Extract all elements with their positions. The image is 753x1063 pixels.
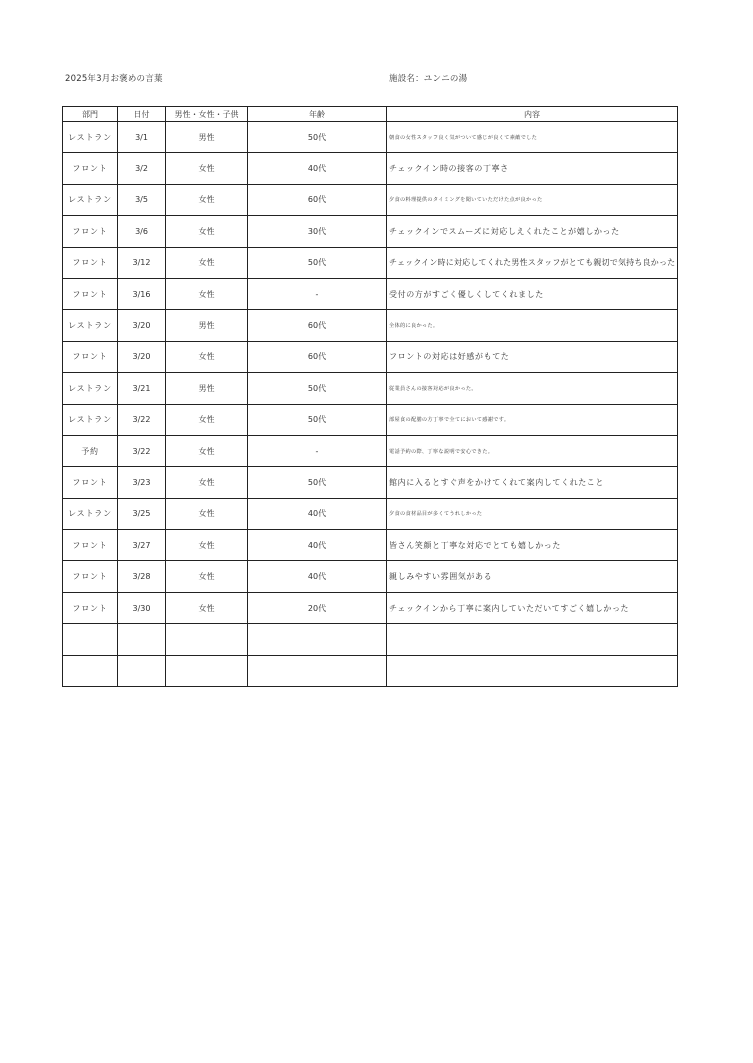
cell-date: 3/21 <box>118 373 166 404</box>
cell-age: 60代 <box>248 184 387 215</box>
cell-age: 40代 <box>248 561 387 592</box>
cell-date: 3/22 <box>118 404 166 435</box>
table-row <box>63 498 678 529</box>
cell-content: 従業員さんの接客対応が良かった。 <box>387 373 678 404</box>
cell-age: 50代 <box>248 467 387 498</box>
cell-content: 受付の方がすごく優しくしてくれました <box>387 278 678 309</box>
cell-dept: レストラン <box>63 122 118 153</box>
cell-age <box>248 624 387 655</box>
cell-dept: レストラン <box>63 498 118 529</box>
cell-gender: 女性 <box>166 278 248 309</box>
cell-gender: 女性 <box>166 592 248 623</box>
cell-dept <box>63 655 118 686</box>
table-row <box>63 404 678 435</box>
cell-age <box>248 655 387 686</box>
cell-age: 20代 <box>248 592 387 623</box>
cell-age: 50代 <box>248 122 387 153</box>
cell-age: - <box>248 435 387 466</box>
table-row <box>63 153 678 184</box>
cell-gender: 女性 <box>166 404 248 435</box>
cell-content: 全体的に良かった。 <box>387 310 678 341</box>
cell-date: 3/6 <box>118 216 166 247</box>
cell-dept: フロント <box>63 530 118 561</box>
cell-dept: フロント <box>63 247 118 278</box>
cell-date: 3/22 <box>118 435 166 466</box>
cell-dept: 予約 <box>63 435 118 466</box>
table-header-row <box>63 107 678 122</box>
cell-age: 40代 <box>248 498 387 529</box>
cell-gender: 女性 <box>166 530 248 561</box>
table-row <box>63 530 678 561</box>
cell-dept: レストラン <box>63 310 118 341</box>
cell-date: 3/2 <box>118 153 166 184</box>
table-row <box>63 373 678 404</box>
cell-content <box>387 624 678 655</box>
cell-dept: フロント <box>63 561 118 592</box>
cell-content: チェックインから丁寧に案内していただいてすごく嬉しかった <box>387 592 678 623</box>
cell-dept: フロント <box>63 592 118 623</box>
cell-dept: フロント <box>63 467 118 498</box>
cell-content: チェックイン時の接客の丁寧さ <box>387 153 678 184</box>
cell-content: 皆さん笑顔と丁寧な対応でとても嬉しかった <box>387 530 678 561</box>
facility-name: 施設名：ユンニの湯 <box>389 74 468 84</box>
cell-age: 60代 <box>248 341 387 372</box>
cell-content: 親しみやすい雰囲気がある <box>387 561 678 592</box>
cell-dept: フロント <box>63 216 118 247</box>
column-header-gender: 男性・女性・子供 <box>166 107 248 122</box>
cell-dept: フロント <box>63 278 118 309</box>
cell-content: 館内に入るとすぐ声をかけてくれて案内してくれたこと <box>387 467 678 498</box>
cell-date: 3/30 <box>118 592 166 623</box>
cell-gender: 女性 <box>166 467 248 498</box>
table-row-empty <box>63 655 678 686</box>
cell-date: 3/23 <box>118 467 166 498</box>
table-row <box>63 592 678 623</box>
document-title: 2025年3月お褒めの言葉 <box>65 74 163 84</box>
table-row <box>63 310 678 341</box>
cell-gender: 女性 <box>166 561 248 592</box>
cell-date: 3/20 <box>118 310 166 341</box>
cell-date: 3/1 <box>118 122 166 153</box>
cell-content: 電話予約の際、丁寧な説明で安心できた。 <box>387 435 678 466</box>
cell-content <box>387 655 678 686</box>
cell-age: 50代 <box>248 404 387 435</box>
table-row <box>63 122 678 153</box>
cell-gender <box>166 655 248 686</box>
cell-content: 夕食の食材品目が多くてうれしかった <box>387 498 678 529</box>
cell-gender <box>166 624 248 655</box>
cell-gender: 女性 <box>166 153 248 184</box>
cell-dept <box>63 624 118 655</box>
table-row <box>63 467 678 498</box>
column-header-age: 年齢 <box>248 107 387 122</box>
feedback-table <box>62 106 678 687</box>
cell-date: 3/25 <box>118 498 166 529</box>
cell-content: 夕食の料理提供のタイミングを聞いていただけた点が良かった <box>387 184 678 215</box>
cell-date: 3/12 <box>118 247 166 278</box>
cell-gender: 女性 <box>166 435 248 466</box>
cell-date: 3/28 <box>118 561 166 592</box>
cell-age: - <box>248 278 387 309</box>
column-header-date: 日付 <box>118 107 166 122</box>
cell-age: 40代 <box>248 530 387 561</box>
cell-date: 3/27 <box>118 530 166 561</box>
cell-date <box>118 655 166 686</box>
column-header-content: 内容 <box>387 107 678 122</box>
cell-gender: 男性 <box>166 310 248 341</box>
cell-gender: 女性 <box>166 341 248 372</box>
cell-content: フロントの対応は好感がもてた <box>387 341 678 372</box>
cell-gender: 男性 <box>166 373 248 404</box>
cell-content: チェックイン時に対応してくれた男性スタッフがとても親切で気持ち良かった <box>387 247 678 278</box>
cell-content: チェックインでスムーズに対応しえくれたことが嬉しかった <box>387 216 678 247</box>
cell-age: 50代 <box>248 373 387 404</box>
cell-dept: レストラン <box>63 373 118 404</box>
table-row <box>63 341 678 372</box>
cell-age: 60代 <box>248 310 387 341</box>
cell-age: 30代 <box>248 216 387 247</box>
table-row <box>63 216 678 247</box>
table-row <box>63 435 678 466</box>
table-row <box>63 184 678 215</box>
cell-dept: レストラン <box>63 184 118 215</box>
cell-content: 部屋食の配膳の方丁寧で全てにおいて感謝です。 <box>387 404 678 435</box>
cell-gender: 女性 <box>166 247 248 278</box>
table-row <box>63 278 678 309</box>
cell-age: 40代 <box>248 153 387 184</box>
cell-gender: 女性 <box>166 498 248 529</box>
cell-dept: フロント <box>63 153 118 184</box>
cell-age: 50代 <box>248 247 387 278</box>
cell-date: 3/16 <box>118 278 166 309</box>
cell-date: 3/5 <box>118 184 166 215</box>
cell-dept: レストラン <box>63 404 118 435</box>
cell-content: 朝食の女性スタッフ良く気がついて感じが良くて素敵でした <box>387 122 678 153</box>
cell-gender: 男性 <box>166 122 248 153</box>
cell-date: 3/20 <box>118 341 166 372</box>
table-row-empty <box>63 624 678 655</box>
cell-gender: 女性 <box>166 216 248 247</box>
column-header-dept: 部門 <box>63 107 118 122</box>
cell-gender: 女性 <box>166 184 248 215</box>
cell-dept: フロント <box>63 341 118 372</box>
cell-date <box>118 624 166 655</box>
table-row <box>63 561 678 592</box>
table-row <box>63 247 678 278</box>
